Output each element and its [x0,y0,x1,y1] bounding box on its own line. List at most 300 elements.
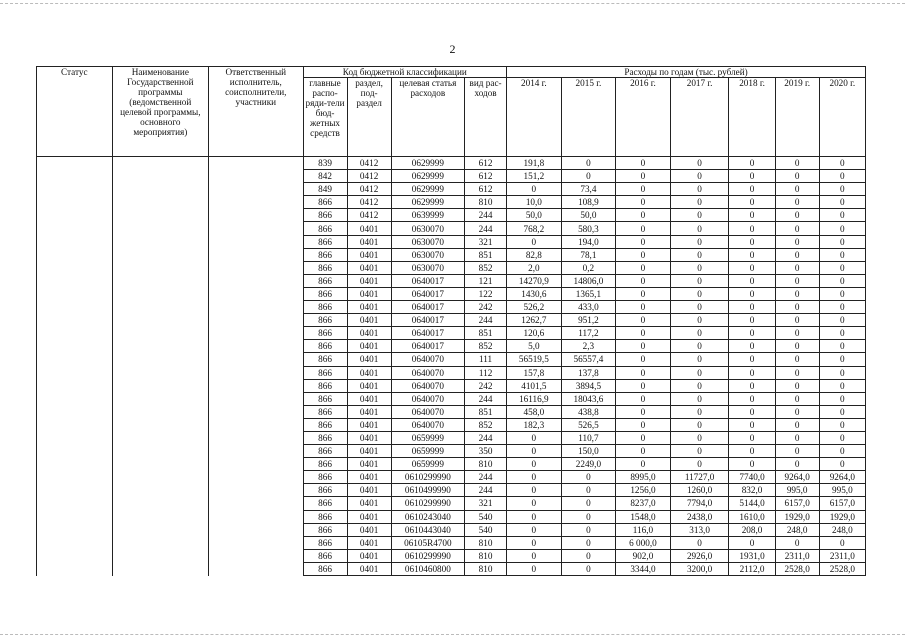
cell-y2015: 1365,1 [561,287,616,300]
cell-y2018: 0 [729,445,775,458]
cell-y2018: 2112,0 [729,562,775,575]
empty-cell [209,301,303,314]
cell-y2014: 0 [507,549,562,562]
cell-y2014: 5,0 [507,340,562,353]
empty-cell [209,510,303,523]
empty-cell [209,340,303,353]
cell-y2017: 0 [670,183,729,196]
table-row [37,274,866,287]
cell-y2015: 3894,5 [561,379,616,392]
cell-y2018: 0 [729,327,775,340]
cell-y2018: 0 [729,274,775,287]
empty-cell [112,523,209,536]
cell-expense-type: 851 [465,327,507,340]
empty-cell [112,248,209,261]
cell-y2019: 0 [775,431,819,444]
empty-cell [37,261,113,274]
empty-cell [37,471,113,484]
cell-y2019: 0 [775,327,819,340]
cell-y2020: 0 [819,445,865,458]
cell-y2020: 0 [819,392,865,405]
empty-cell [37,497,113,510]
cell-y2015: 14806,0 [561,274,616,287]
cell-section: 0412 [347,157,391,170]
cell-y2018: 0 [729,157,775,170]
cell-y2018: 0 [729,170,775,183]
cell-expense-type: 112 [465,366,507,379]
cell-y2015: 73,4 [561,183,616,196]
cell-expense-type: 540 [465,523,507,536]
cell-y2019: 248,0 [775,523,819,536]
empty-cell [209,157,303,170]
empty-cell [37,549,113,562]
cell-grbs: 866 [303,549,347,562]
cell-section: 0401 [347,418,391,431]
cell-expense-type: 122 [465,287,507,300]
cell-y2016: 0 [616,235,671,248]
cell-grbs: 866 [303,209,347,222]
cell-y2015: 2,3 [561,340,616,353]
empty-cell [112,379,209,392]
cell-grbs: 866 [303,562,347,575]
cell-grbs: 866 [303,379,347,392]
empty-cell [112,445,209,458]
empty-cell [112,392,209,405]
cell-y2015: 0 [561,170,616,183]
cell-y2015: 18043,6 [561,392,616,405]
empty-cell [37,287,113,300]
cell-section: 0401 [347,301,391,314]
cell-y2019: 2528,0 [775,562,819,575]
cell-y2016: 0 [616,405,671,418]
cell-y2014: 14270,9 [507,274,562,287]
empty-cell [209,405,303,418]
cell-grbs: 866 [303,261,347,274]
cell-y2020: 0 [819,314,865,327]
cell-y2017: 2926,0 [670,549,729,562]
empty-cell [209,314,303,327]
empty-cell [112,340,209,353]
cell-y2019: 0 [775,536,819,549]
empty-cell [37,327,113,340]
cell-y2016: 0 [616,366,671,379]
empty-cell [37,301,113,314]
cell-y2015: 108,9 [561,196,616,209]
empty-cell [112,562,209,575]
cell-y2018: 0 [729,235,775,248]
cell-y2019: 0 [775,366,819,379]
cell-y2019: 995,0 [775,484,819,497]
empty-cell [112,222,209,235]
cell-y2016: 0 [616,183,671,196]
cell-y2016: 0 [616,222,671,235]
cell-expense-type: 244 [465,222,507,235]
cell-y2017: 0 [670,301,729,314]
cell-expense-type: 244 [465,209,507,222]
empty-cell [209,170,303,183]
cell-y2017: 0 [670,274,729,287]
cell-target-item: 0629999 [391,183,464,196]
cell-y2016: 0 [616,418,671,431]
scan-edge-top [0,3,905,5]
cell-grbs: 866 [303,471,347,484]
empty-cell [209,222,303,235]
cell-y2014: 16116,9 [507,392,562,405]
cell-section: 0401 [347,379,391,392]
header-target-item: целевая статья расходов [391,78,464,157]
cell-expense-type: 121 [465,274,507,287]
empty-cell [209,471,303,484]
table-row [37,261,866,274]
cell-y2016: 0 [616,209,671,222]
cell-y2017: 0 [670,366,729,379]
cell-y2016: 0 [616,301,671,314]
cell-y2019: 0 [775,314,819,327]
cell-target-item: 0610243040 [391,510,464,523]
header-status: Статус [37,67,113,157]
cell-y2017: 0 [670,170,729,183]
cell-y2017: 0 [670,287,729,300]
cell-y2016: 0 [616,274,671,287]
cell-target-item: 0629999 [391,157,464,170]
cell-section: 0401 [347,523,391,536]
empty-cell [37,379,113,392]
cell-y2020: 0 [819,536,865,549]
table-row [37,497,866,510]
cell-y2015: 0 [561,549,616,562]
cell-y2014: 0 [507,235,562,248]
cell-y2017: 0 [670,196,729,209]
cell-target-item: 0640070 [391,379,464,392]
cell-y2015: 0,2 [561,261,616,274]
cell-expense-type: 111 [465,353,507,366]
empty-cell [112,471,209,484]
cell-y2014: 191,8 [507,157,562,170]
table-row [37,287,866,300]
empty-cell [112,261,209,274]
cell-y2018: 0 [729,209,775,222]
cell-y2017: 0 [670,340,729,353]
cell-y2014: 82,8 [507,248,562,261]
cell-y2017: 0 [670,222,729,235]
cell-expense-type: 244 [465,431,507,444]
scan-edge-bottom [0,634,905,636]
cell-expense-type: 852 [465,261,507,274]
cell-y2017: 0 [670,248,729,261]
cell-y2016: 0 [616,458,671,471]
cell-target-item: 0629999 [391,170,464,183]
cell-expense-type: 321 [465,235,507,248]
cell-target-item: 0610299990 [391,549,464,562]
cell-y2019: 2311,0 [775,549,819,562]
cell-section: 0412 [347,170,391,183]
table-row [37,405,866,418]
cell-target-item: 0610460800 [391,562,464,575]
cell-y2017: 313,0 [670,523,729,536]
cell-section: 0401 [347,392,391,405]
cell-y2020: 0 [819,418,865,431]
empty-cell [209,523,303,536]
cell-grbs: 866 [303,510,347,523]
cell-y2016: 6 000,0 [616,536,671,549]
empty-cell [112,497,209,510]
cell-y2020: 0 [819,431,865,444]
cell-expense-type: 612 [465,183,507,196]
cell-y2018: 7740,0 [729,471,775,484]
cell-y2014: 50,0 [507,209,562,222]
empty-cell [112,327,209,340]
header-year-2020: 2020 г. [819,78,865,157]
table-row [37,458,866,471]
cell-y2017: 0 [670,405,729,418]
empty-cell [112,510,209,523]
cell-y2018: 208,0 [729,523,775,536]
cell-grbs: 849 [303,183,347,196]
cell-grbs: 866 [303,536,347,549]
table-row [37,196,866,209]
cell-y2014: 1262,7 [507,314,562,327]
cell-y2014: 0 [507,497,562,510]
empty-cell [209,209,303,222]
table-row [37,366,866,379]
cell-y2020: 248,0 [819,523,865,536]
cell-section: 0401 [347,261,391,274]
cell-y2018: 0 [729,183,775,196]
cell-grbs: 866 [303,287,347,300]
table-row [37,418,866,431]
cell-y2019: 1929,0 [775,510,819,523]
empty-cell [112,431,209,444]
header-year-2019: 2019 г. [775,78,819,157]
empty-cell [209,431,303,444]
cell-target-item: 0610299990 [391,497,464,510]
empty-cell [37,196,113,209]
cell-y2014: 10,0 [507,196,562,209]
cell-y2017: 0 [670,261,729,274]
cell-y2016: 0 [616,340,671,353]
cell-y2017: 0 [670,209,729,222]
header-year-2017: 2017 г. [670,78,729,157]
cell-y2018: 832,0 [729,484,775,497]
cell-y2016: 3344,0 [616,562,671,575]
table-row [37,549,866,562]
cell-section: 0401 [347,562,391,575]
empty-cell [37,458,113,471]
empty-cell [112,183,209,196]
empty-cell [37,445,113,458]
cell-y2018: 0 [729,248,775,261]
cell-y2015: 526,5 [561,418,616,431]
empty-cell [37,314,113,327]
empty-cell [37,274,113,287]
cell-y2017: 0 [670,235,729,248]
cell-y2014: 0 [507,183,562,196]
cell-target-item: 0630070 [391,261,464,274]
cell-section: 0401 [347,248,391,261]
cell-y2019: 0 [775,287,819,300]
cell-y2020: 0 [819,261,865,274]
cell-y2020: 0 [819,458,865,471]
cell-y2020: 0 [819,366,865,379]
empty-cell [37,353,113,366]
cell-y2019: 0 [775,222,819,235]
cell-target-item: 0640017 [391,340,464,353]
table-row [37,170,866,183]
cell-expense-type: 242 [465,379,507,392]
cell-y2020: 0 [819,274,865,287]
cell-y2020: 0 [819,222,865,235]
cell-target-item: 0640017 [391,327,464,340]
cell-y2018: 0 [729,196,775,209]
empty-cell [112,235,209,248]
cell-y2018: 0 [729,418,775,431]
cell-y2015: 110,7 [561,431,616,444]
cell-section: 0401 [347,287,391,300]
cell-y2015: 951,2 [561,314,616,327]
cell-y2016: 0 [616,314,671,327]
cell-y2016: 8237,0 [616,497,671,510]
cell-expense-type: 810 [465,562,507,575]
empty-cell [37,392,113,405]
cell-target-item: 0640017 [391,314,464,327]
cell-grbs: 866 [303,196,347,209]
cell-grbs: 866 [303,353,347,366]
table-row [37,536,866,549]
empty-cell [209,392,303,405]
empty-cell [112,484,209,497]
cell-expense-type: 810 [465,458,507,471]
cell-y2018: 0 [729,353,775,366]
cell-y2014: 0 [507,445,562,458]
empty-cell [37,484,113,497]
empty-cell [37,183,113,196]
cell-y2014: 0 [507,458,562,471]
cell-y2016: 0 [616,431,671,444]
cell-grbs: 866 [303,314,347,327]
cell-y2017: 1260,0 [670,484,729,497]
empty-cell [209,366,303,379]
empty-cell [112,196,209,209]
cell-y2020: 0 [819,248,865,261]
cell-grbs: 866 [303,274,347,287]
cell-y2014: 0 [507,471,562,484]
cell-y2017: 0 [670,418,729,431]
cell-expense-type: 612 [465,170,507,183]
cell-y2020: 6157,0 [819,497,865,510]
cell-expense-type: 244 [465,392,507,405]
cell-section: 0401 [347,222,391,235]
cell-section: 0401 [347,366,391,379]
cell-expense-type: 244 [465,471,507,484]
cell-y2015: 194,0 [561,235,616,248]
cell-grbs: 866 [303,484,347,497]
empty-cell [37,235,113,248]
cell-y2014: 0 [507,562,562,575]
cell-section: 0401 [347,274,391,287]
header-year-2016: 2016 г. [616,78,671,157]
cell-y2017: 0 [670,353,729,366]
cell-section: 0401 [347,510,391,523]
cell-y2015: 0 [561,471,616,484]
cell-expense-type: 242 [465,301,507,314]
empty-cell [37,523,113,536]
cell-y2018: 0 [729,379,775,392]
empty-cell [112,274,209,287]
cell-y2019: 0 [775,274,819,287]
cell-y2014: 458,0 [507,405,562,418]
cell-y2015: 2249,0 [561,458,616,471]
table-row [37,510,866,523]
empty-cell [112,157,209,170]
empty-cell [37,431,113,444]
empty-cell [37,209,113,222]
cell-y2017: 0 [670,536,729,549]
table-row [37,562,866,575]
cell-grbs: 866 [303,431,347,444]
cell-y2014: 0 [507,431,562,444]
cell-y2015: 0 [561,562,616,575]
cell-y2020: 0 [819,209,865,222]
cell-section: 0412 [347,196,391,209]
cell-target-item: 0640070 [391,405,464,418]
cell-y2019: 0 [775,405,819,418]
cell-expense-type: 540 [465,510,507,523]
empty-cell [209,183,303,196]
cell-target-item: 0630070 [391,222,464,235]
cell-target-item: 0659999 [391,445,464,458]
header-expense-type: вид рас-ходов [465,78,507,157]
cell-y2020: 0 [819,301,865,314]
table-row [37,209,866,222]
empty-cell [37,418,113,431]
cell-y2015: 50,0 [561,209,616,222]
cell-grbs: 866 [303,340,347,353]
empty-cell [37,157,113,170]
empty-cell [112,209,209,222]
cell-grbs: 866 [303,418,347,431]
cell-y2018: 0 [729,314,775,327]
cell-y2019: 0 [775,353,819,366]
header-program-name: Наименование Государственной программы (ведомственной целевой программы, основного мероприятия) [112,67,209,157]
cell-target-item: 06105R4700 [391,536,464,549]
cell-y2017: 0 [670,392,729,405]
cell-y2018: 1610,0 [729,510,775,523]
cell-y2014: 4101,5 [507,379,562,392]
cell-y2015: 433,0 [561,301,616,314]
cell-y2020: 0 [819,353,865,366]
cell-grbs: 866 [303,248,347,261]
cell-y2016: 0 [616,327,671,340]
cell-y2020: 0 [819,157,865,170]
cell-section: 0401 [347,536,391,549]
cell-target-item: 0640070 [391,353,464,366]
cell-expense-type: 810 [465,536,507,549]
cell-target-item: 0659999 [391,458,464,471]
cell-y2018: 0 [729,366,775,379]
cell-y2018: 0 [729,431,775,444]
empty-cell [112,418,209,431]
table-row [37,379,866,392]
cell-y2018: 0 [729,392,775,405]
cell-y2017: 0 [670,327,729,340]
cell-y2017: 0 [670,314,729,327]
cell-y2019: 0 [775,235,819,248]
header-budget-code: Код бюджетной классификации [303,67,507,78]
cell-y2016: 0 [616,170,671,183]
cell-y2019: 0 [775,418,819,431]
table-row [37,445,866,458]
cell-y2015: 0 [561,510,616,523]
